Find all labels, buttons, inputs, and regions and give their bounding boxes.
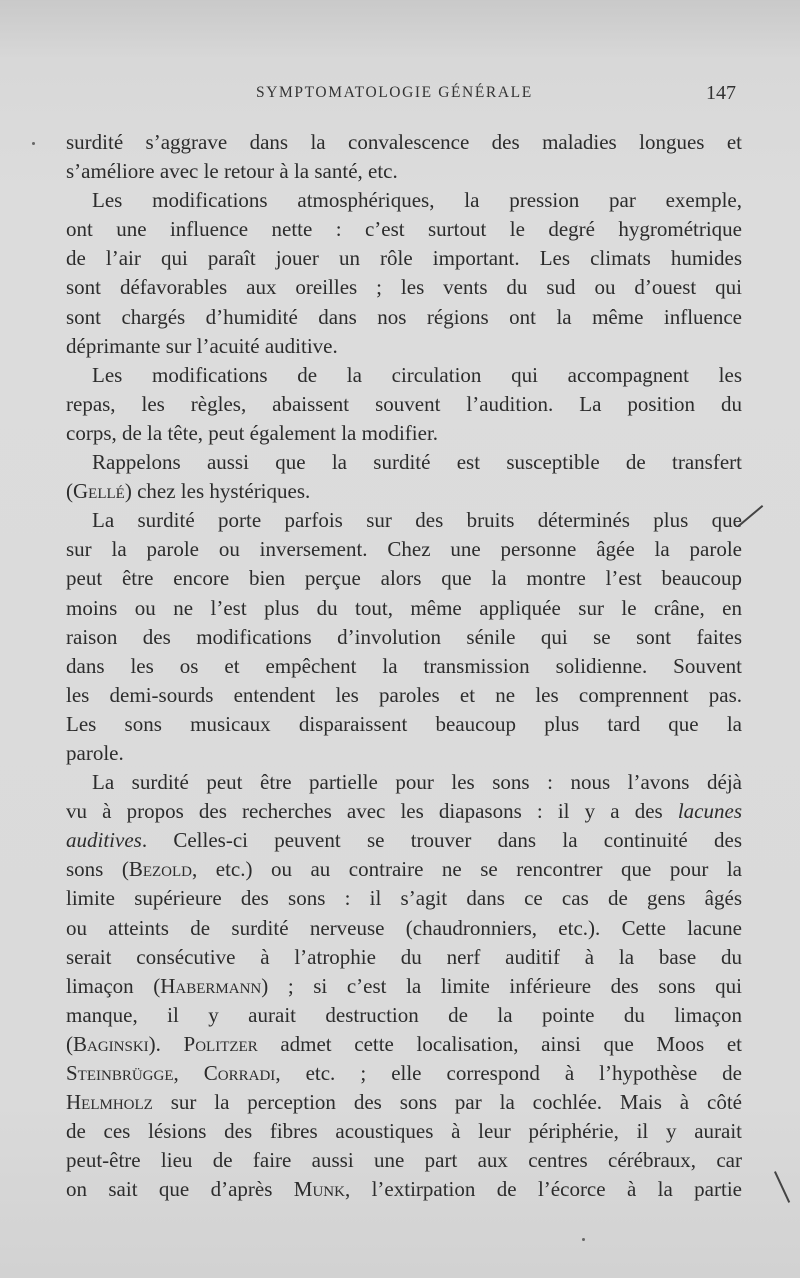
- text-line: sur la parole ou inversement. Chez une personne âgée la parole: [66, 537, 742, 562]
- page-header: [66, 84, 742, 110]
- speck: [32, 142, 35, 145]
- running-title: SYMPTOMATOLOGIE GÉNÉRALE: [256, 84, 533, 101]
- text-line: raison des modifications d’involution sénile qui se sont faites: [66, 624, 742, 649]
- text-line: (Gellé) chez les hystériques.: [66, 479, 311, 504]
- text-line: dans les os et empêchent la transmission solidienne. Souvent: [66, 653, 742, 678]
- body-text: [66, 128, 742, 1204]
- text-line: les demi-sourds entendent les paroles et ne les comprennent pas.: [66, 682, 742, 707]
- text-line: limaçon (Habermann) ; si c’est la limite inférieure des sons qui: [66, 973, 742, 998]
- author-name: Politzer: [183, 1031, 258, 1056]
- text-line: ou atteints de surdité nerveuse (chaudronniers, etc.). Cette lacune: [66, 915, 742, 940]
- text-line: sons (Bezold, etc.) ou au contraire ne se rencontrer que pour la: [66, 857, 742, 882]
- text-line: peut être encore bien perçue alors que la montre l’est beaucoup: [66, 566, 742, 591]
- pencil-mark: [774, 1171, 790, 1203]
- text-line: Steinbrügge, Corradi, etc. ; elle correspond à l’hypothèse de: [66, 1061, 743, 1085]
- text-line: auditives. Celles-ci peuvent se trouver dans la continuité des: [66, 828, 742, 853]
- author-name: Helmholz: [66, 1090, 153, 1115]
- text-line: (Baginski). Politzer admet cette localisation, ainsi que Moos et: [66, 1031, 742, 1056]
- text-line: vu à propos des recherches avec les diapasons : il y a des lacunes: [66, 799, 742, 824]
- italic-term: lacunes: [677, 799, 742, 824]
- text-line: moins ou ne l’est plus du tout, même appliquée sur le crâne, en: [66, 595, 742, 620]
- italic-term: auditives: [66, 828, 142, 853]
- text-line: on sait que d’après Munk, l’extirpation de l’écorce à la partie: [66, 1177, 742, 1202]
- text-line: La surdité peut être partielle pour les sons : nous l’avons déjà: [92, 770, 742, 795]
- text-line: Helmholz sur la perception des sons par la cochlée. Mais à côté: [66, 1090, 742, 1115]
- text-line: manque, il y aurait destruction de la pointe du limaçon: [66, 1002, 742, 1027]
- text-line: Les modifications atmosphériques, la pression par exemple,: [92, 188, 742, 213]
- text-line: limite supérieure des sons : il s’agit dans ce cas de gens âgés: [66, 886, 742, 911]
- author-name: Habermann: [160, 973, 262, 998]
- text-line: repas, les règles, abaissent souvent l’audition. La position du: [66, 391, 742, 416]
- text-line: serait consécutive à l’atrophie du nerf auditif à la base du: [66, 944, 742, 969]
- text-line: s’améliore avec le retour à la santé, etc.: [66, 159, 398, 184]
- author-name: Steinbrügge: [66, 1061, 174, 1085]
- text-line: déprimante sur l’acuité auditive.: [66, 333, 338, 358]
- text-line: sont défavorables aux oreilles ; les vents du sud ou d’ouest qui: [66, 275, 742, 300]
- author-name: Bezold: [128, 857, 193, 882]
- author-name: Munk: [293, 1177, 345, 1202]
- text-line: de l’air qui paraît jouer un rôle important. Les climats humides: [66, 246, 742, 271]
- text-line: corps, de la tête, peut également la modifier.: [66, 420, 439, 445]
- text-line: Rappelons aussi que la surdité est susceptible de transfert: [92, 450, 742, 475]
- text-line: La surdité porte parfois sur des bruits déterminés plus que: [92, 508, 742, 533]
- speck: [582, 1238, 585, 1241]
- text-line: Les modifications de la circulation qui accompagnent les: [92, 362, 742, 387]
- author-name: Corradi: [203, 1061, 276, 1085]
- text-line: ont une influence nette : c’est surtout le degré hygrométrique: [66, 217, 742, 242]
- page-number: 147: [706, 82, 736, 104]
- author-name: Baginski: [73, 1031, 149, 1056]
- text-line: sont chargés d’humidité dans nos régions ont la même influence: [66, 304, 742, 329]
- text-line: de ces lésions des fibres acoustiques à leur périphérie, il y aurait: [66, 1119, 742, 1144]
- text-line: parole.: [66, 740, 124, 765]
- author-name: Gellé: [73, 479, 125, 504]
- text-line: surdité s’aggrave dans la convalescence des maladies longues et: [66, 130, 742, 154]
- text-line: Les sons musicaux disparaissent beaucoup plus tard que la: [66, 711, 742, 736]
- text-line: peut-être lieu de faire aussi une part aux centres cérébraux, car: [66, 1148, 742, 1173]
